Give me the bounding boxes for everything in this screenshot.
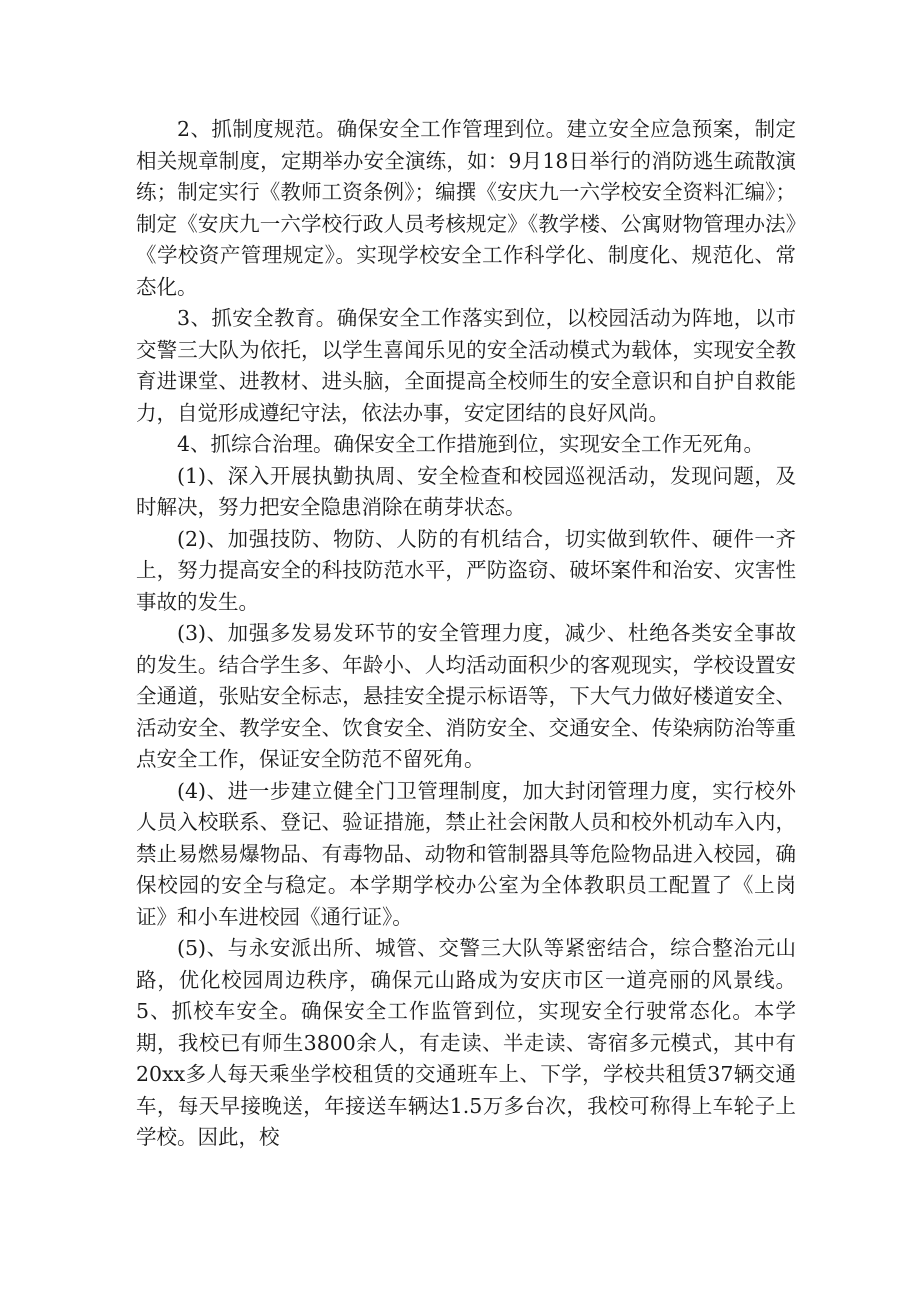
- paragraph-comprehensive-governance: 4、抓综合治理。确保安全工作措施到位，实现安全工作无死角。: [177, 432, 765, 456]
- paragraph-item-5: (5)、与永安派出所、城管、交警三大队等紧密结合，综合整治元山路，优化校园周边秩序，确保元山路成为安庆市区一道亮丽的风景线。5、抓校车安全。确保安全工作监管到位，实现安全行驶常态化。本学期，我校已有师生3800余人，有走读、半走读、寄宿多元模式，其中有20xx多人每天乘坐学校租赁的交通班车上、下学，学校共租赁37辆交通车，每天早接晚送，年接送车辆达1.5万多台次，我校可称得上车轮子上学校。因此，校: [136, 936, 796, 1149]
- paragraph-item-4: (4)、进一步建立健全门卫管理制度，加大封闭管理力度，实行校外人员入校联系、登记、验证措施，禁止社会闲散人员和校外机动车入内，禁止易燃易爆物品、有毒物品、动物和管制器具等危险物品进入校园，确保校园的安全与稳定。本学期学校办公室为全体教职员工配置了《上岗证》和小车进校园《通行证》。: [136, 778, 796, 929]
- paragraph-item-2: (2)、加强技防、物防、人防的有机结合，切实做到软件、硬件一齐上，努力提高安全的科技防范水平，严防盗窃、破坏案件和治安、灾害性事故的发生。: [136, 526, 796, 614]
- paragraph-item-1: (1)、深入开展执勤执周、安全检查和校园巡视活动，发现问题，及时解决，努力把安全隐患消除在萌芽状态。: [136, 463, 796, 519]
- document-body: [136, 114, 796, 1154]
- paragraph-regulations: 2、抓制度规范。确保安全工作管理到位。建立安全应急预案，制定相关规章制度，定期举办安全演练，如：9月18日举行的消防逃生疏散演练；制定实行《教师工资条例》；编撰《安庆九一六学校安全资料汇编》；制定《安庆九一六学校行政人员考核规定》《教学楼、公寓财物管理办法》《学校资产管理规定》。实现学校安全工作科学化、制度化、规范化、常态化。: [136, 117, 796, 299]
- paragraph-item-3: (3)、加强多发易发环节的安全管理力度，减少、杜绝各类安全事故的发生。结合学生多、年龄小、人均活动面积少的客观现实，学校设置安全通道，张贴安全标志，悬挂安全提示标语等，下大气力做好楼道安全、活动安全、教学安全、饮食安全、消防安全、交通安全、传染病防治等重点安全工作，保证安全防范不留死角。: [136, 621, 796, 771]
- paragraph-safety-education: 3、抓安全教育。确保安全工作落实到位，以校园活动为阵地，以市交警三大队为依托，以学生喜闻乐见的安全活动模式为载体，实现安全教育进课堂、进教材、进头脑，全面提高全校师生的安全意识和自护自救能力，自觉形成遵纪守法，依法办事，安定团结的良好风尚。: [136, 306, 796, 425]
